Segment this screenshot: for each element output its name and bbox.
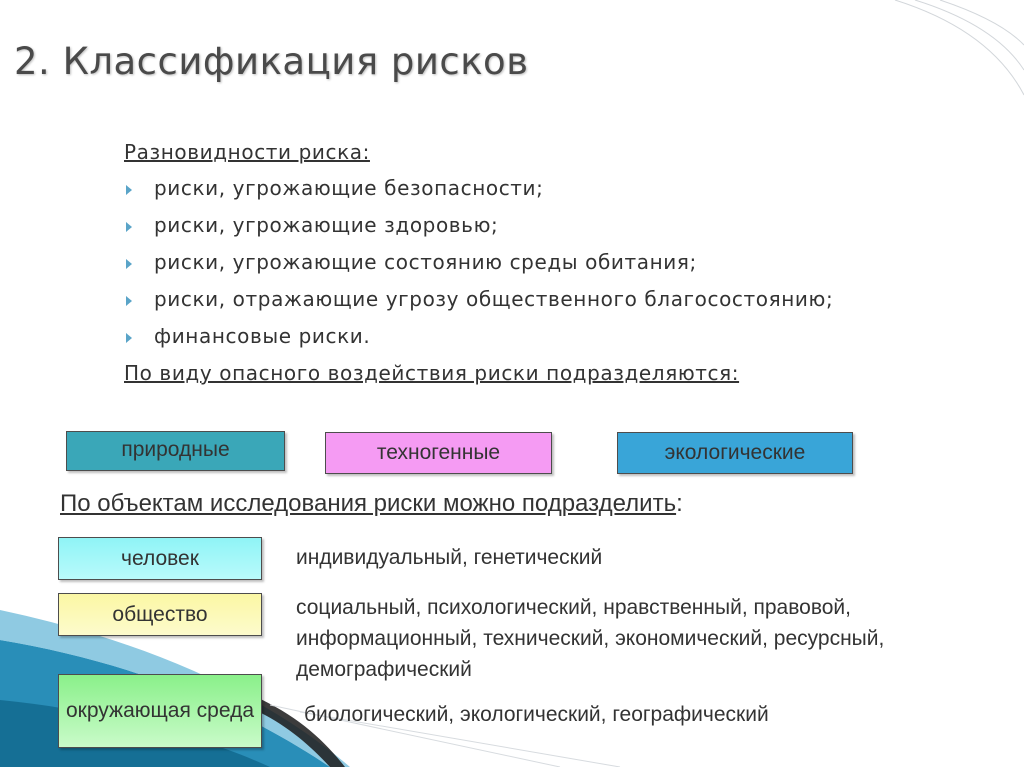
- environment-description: биологический, экологический, географический: [304, 703, 769, 726]
- impact-heading: По виду опасного воздействия риски подразделяются:: [124, 361, 740, 385]
- list-item: [124, 247, 833, 284]
- object-heading: [60, 490, 683, 518]
- list-item-text: финансовые риски.: [154, 324, 371, 348]
- society-box: общество: [58, 593, 262, 636]
- bullet-arrow-icon: [126, 296, 132, 306]
- list-item-text: риски, отражающие угрозу общественного благосостоянию;: [154, 287, 834, 311]
- bullet-arrow-icon: [126, 185, 132, 195]
- object-heading-colon: :: [676, 490, 683, 517]
- bullet-arrow-icon: [126, 259, 132, 269]
- natural-risk-box: природные: [66, 431, 285, 471]
- environment-box: окружающая среда: [58, 674, 262, 748]
- technogenic-risk-box: техногенные: [325, 432, 552, 474]
- list-item: [124, 284, 833, 321]
- list-item-text: риски, угрожающие здоровью;: [154, 213, 499, 237]
- list-item-text: риски, угрожающие состоянию среды обитания;: [154, 250, 697, 274]
- human-description: индивидуальный, генетический: [296, 546, 603, 569]
- risk-varieties-list: [124, 136, 833, 395]
- list-item-text: риски, угрожающие безопасности;: [154, 176, 544, 200]
- bullet-arrow-icon: [126, 222, 132, 232]
- slide-title: 2. Классификация рисков: [14, 40, 529, 83]
- society-description: социальный, психологический, нравственный, правовой, информационный, технический, экономический, ресурсный, демографический: [296, 596, 885, 681]
- bullet-arrow-icon: [126, 333, 132, 343]
- human-box: человек: [58, 537, 262, 580]
- ecological-risk-box: экологические: [617, 432, 853, 474]
- object-heading-text: По объектам исследования риски можно подразделить: [60, 490, 677, 517]
- list-item: [124, 210, 833, 247]
- varieties-heading: Разновидности риска:: [124, 140, 370, 164]
- list-item: [124, 173, 833, 210]
- list-item: [124, 321, 833, 358]
